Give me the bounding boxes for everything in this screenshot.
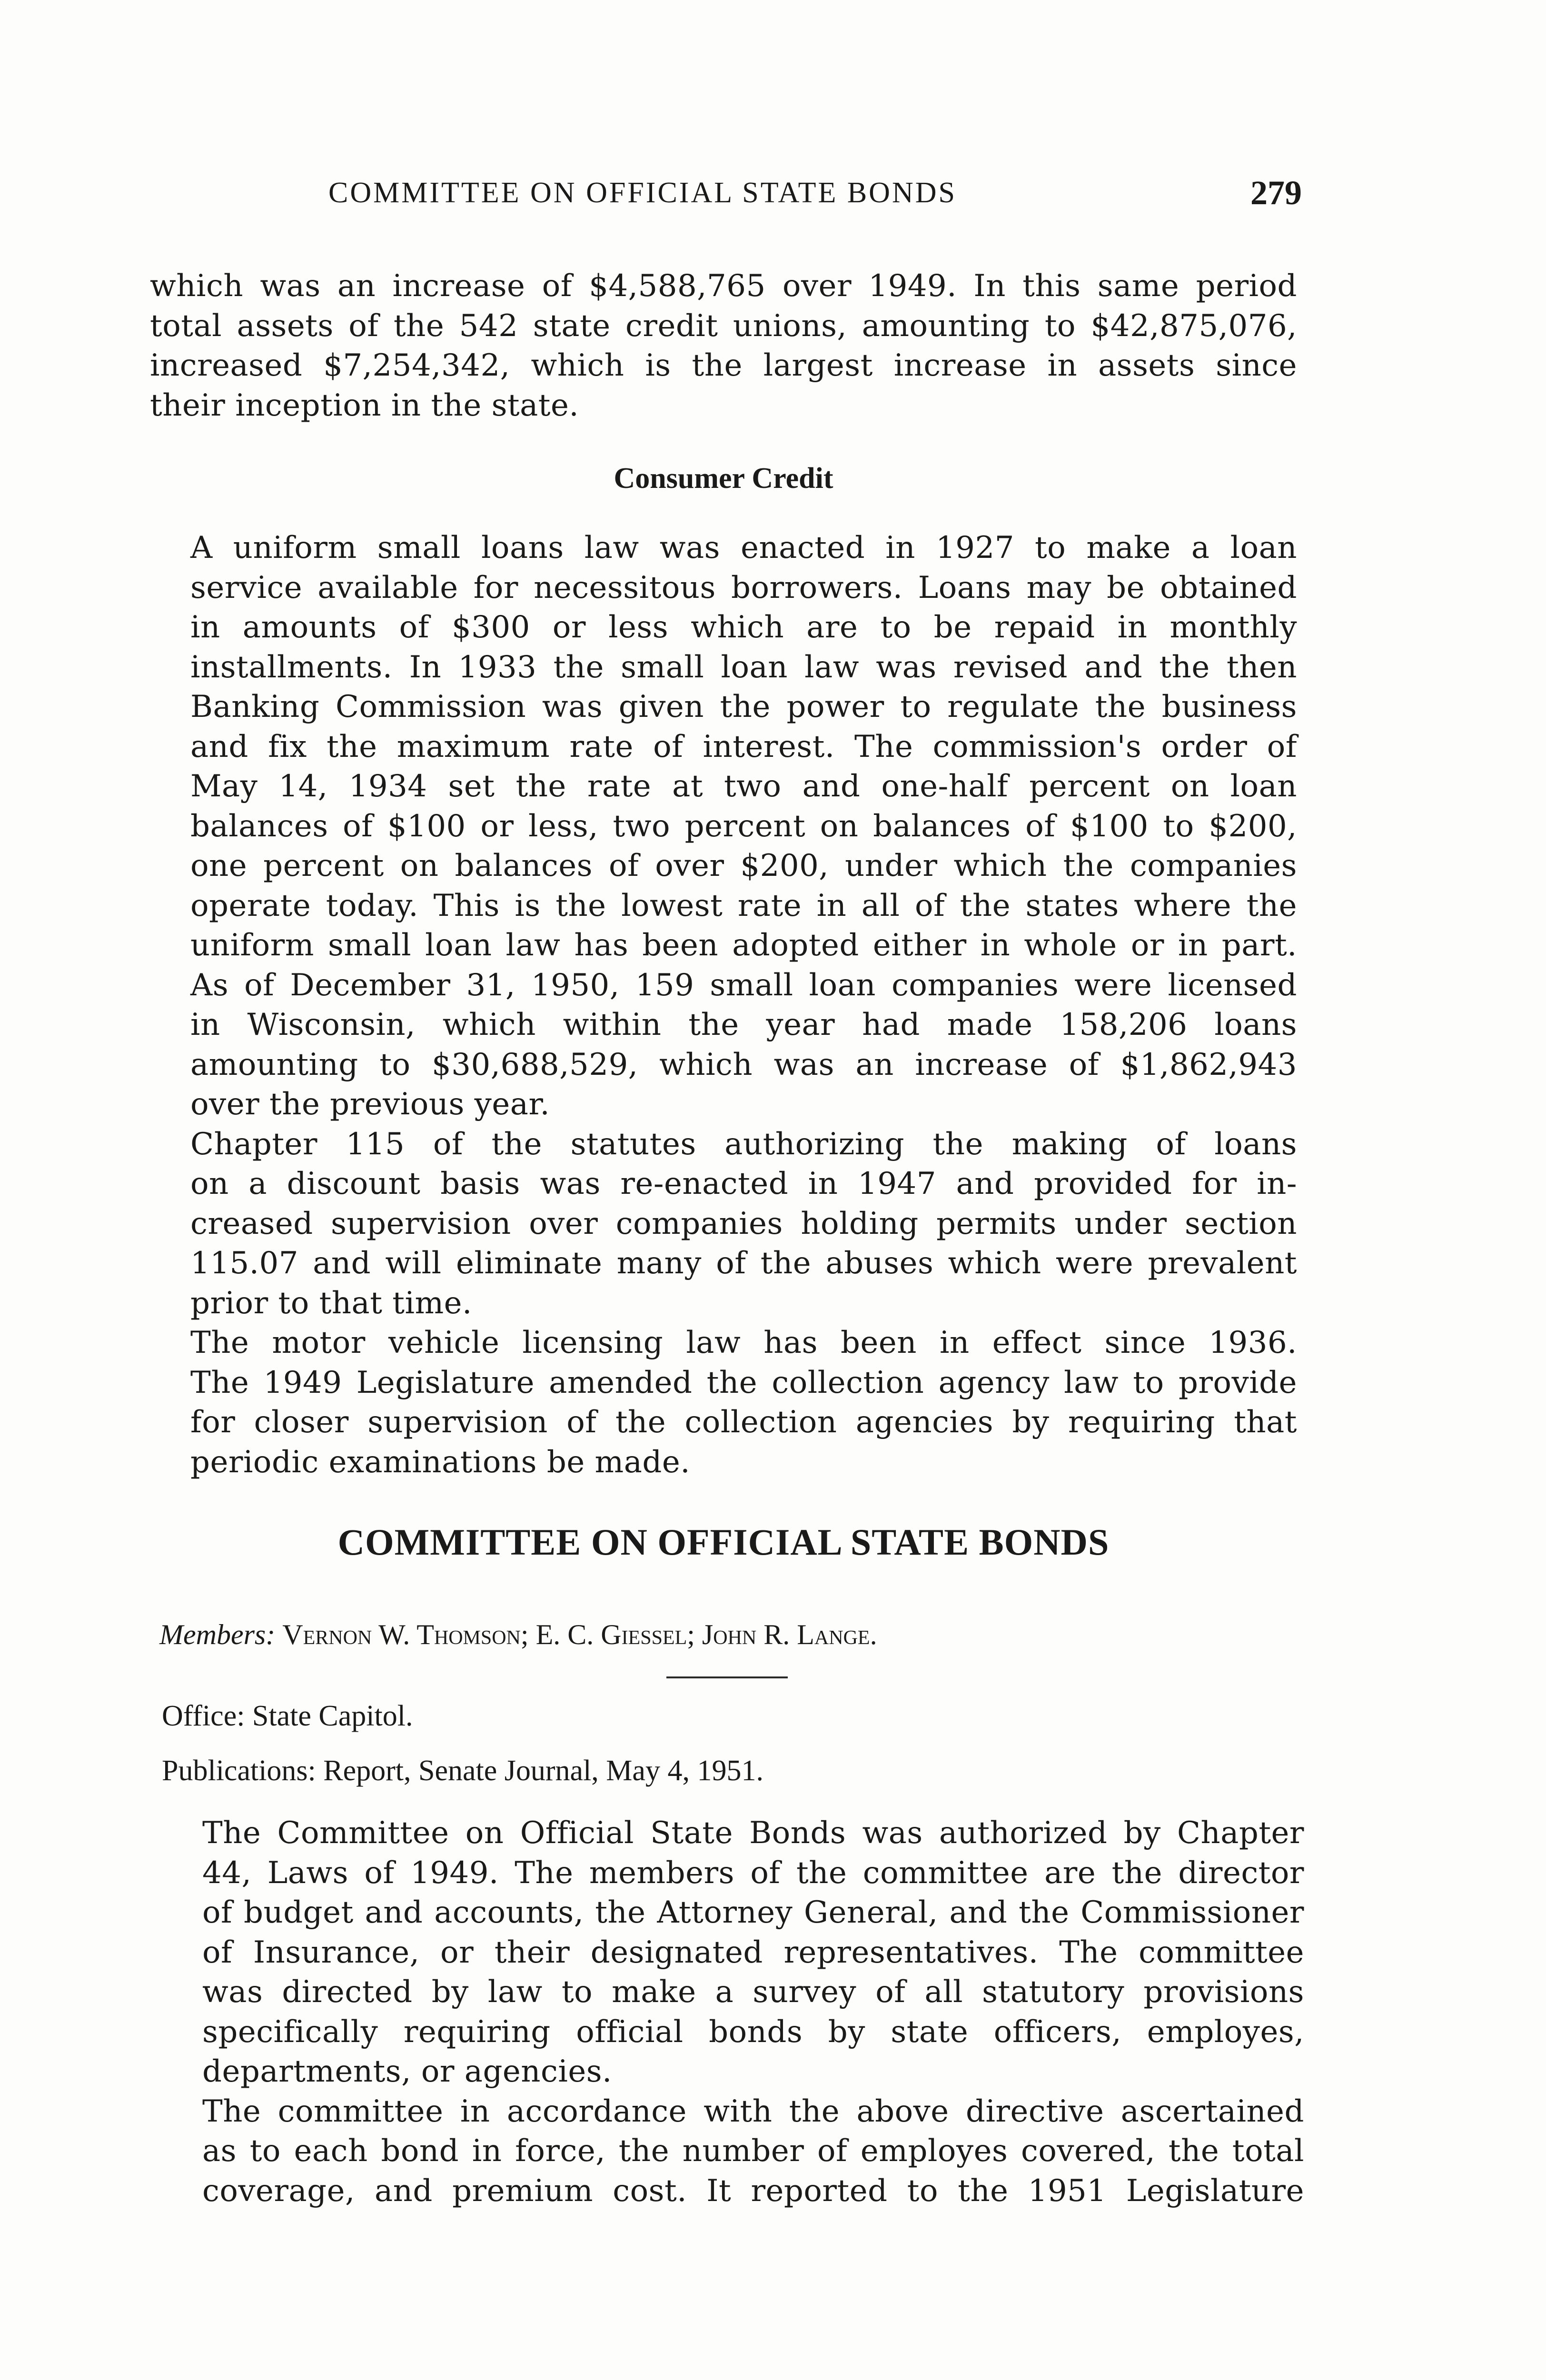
text-line: uniform small loan law has been adopted either in whole or in part.: [190, 928, 1297, 963]
text-line: A uniform small loans law was enacted in 1927 to make a loan: [190, 530, 1297, 565]
text-line: 115.07 and will eliminate many of the abuses which were prevalent: [190, 1246, 1297, 1281]
paragraph: [162, 1814, 1304, 2092]
text-line: total assets of the 542 state credit unions, amounting to $42,875,076,: [150, 308, 1297, 344]
text-line: The committee in accordance with the above directive ascertained: [202, 2093, 1304, 2129]
text-line: installments. In 1933 the small loan law was revised and the then: [190, 649, 1297, 685]
text-line: in amounts of $300 or less which are to be repaid in monthly: [190, 610, 1297, 645]
member-name: Vernon W. Thomson;: [282, 1619, 529, 1650]
text-line: was directed by law to make a survey of all statutory provisions: [202, 1974, 1304, 2010]
text-line: amounting to $30,688,529, which was an increase of $1,862,943: [190, 1047, 1297, 1082]
text-line: specifically requiring official bonds by state officers, employes,: [202, 2014, 1304, 2050]
paragraph: [150, 528, 1297, 1125]
text-line: The motor vehicle licensing law has been in effect since 1936.: [190, 1325, 1297, 1360]
text-line: for closer supervision of the collection agencies by requiring that: [190, 1405, 1297, 1440]
text-line: The Committee on Official State Bonds was authorized by Chapter: [202, 1815, 1304, 1851]
text-line: one percent on balances of over $200, under which the companies: [190, 848, 1297, 883]
paragraph: [150, 1323, 1297, 1482]
text-line: The 1949 Legislature amended the collection agency law to provide: [190, 1365, 1297, 1400]
text-line: balances of $100 or less, two percent on balances of $100 to $200,: [190, 808, 1297, 844]
text-line: 44, Laws of 1949. The members of the committee are the director: [202, 1855, 1304, 1891]
text-line: prior to that time.: [190, 1285, 472, 1321]
text-line: their inception in the state.: [150, 387, 579, 423]
page-number: 279: [1250, 174, 1302, 212]
text-line: Chapter 115 of the statutes authorizing the making of loans: [190, 1126, 1297, 1162]
text-line: over the previous year.: [190, 1087, 550, 1122]
text-line: Banking Commission was given the power to regulate the business: [190, 689, 1297, 724]
committee-body: [162, 1814, 1304, 2211]
members-line: [159, 1618, 877, 1651]
consumer-credit-body: [150, 528, 1297, 1482]
text-line: increased $7,254,342, which is the largest increase in assets since: [150, 348, 1297, 383]
intro-paragraph: [150, 267, 1297, 426]
members-label: Members:: [159, 1619, 276, 1650]
intro-paragraph-block: [150, 267, 1297, 426]
text-line: operate today. This is the lowest rate in all of the states where the: [190, 888, 1297, 923]
member-name: John R. Lange.: [702, 1619, 877, 1650]
text-line: periodic examinations be made.: [190, 1444, 691, 1480]
text-line: May 14, 1934 set the rate at two and one-half percent on loan: [190, 769, 1297, 804]
section-divider: [666, 1676, 788, 1678]
text-line: and fix the maximum rate of interest. The commission's order of: [190, 729, 1297, 764]
running-head: [328, 176, 1302, 214]
text-line: departments, or agencies.: [202, 2054, 612, 2089]
text-line: on a discount basis was re-enacted in 1947 and provided for in-: [190, 1166, 1297, 1201]
text-line: as to each bond in force, the number of employes covered, the total: [202, 2133, 1304, 2169]
paragraph: [150, 1125, 1297, 1324]
consumer-credit-heading: Consumer Credit: [614, 462, 833, 495]
paragraph: [162, 2092, 1304, 2211]
text-line: coverage, and premium cost. It reported to the 1951 Legislature: [202, 2173, 1304, 2209]
section-title: COMMITTEE ON OFFICIAL STATE BONDS: [337, 1521, 1110, 1563]
text-line: which was an increase of $4,588,765 over 1949. In this same period: [150, 268, 1297, 304]
member-name: E. C. Giessel;: [535, 1619, 695, 1650]
text-line: of budget and accounts, the Attorney General, and the Commissioner: [202, 1895, 1304, 1930]
text-line: service available for necessitous borrowers. Loans may be obtained: [190, 570, 1297, 605]
text-line: in Wisconsin, which within the year had made 158,206 loans: [190, 1007, 1297, 1042]
publications-line: Publications: Report, Senate Journal, May 4, 1951.: [162, 1755, 763, 1787]
office-line: Office: State Capitol.: [162, 1700, 413, 1732]
text-line: of Insurance, or their designated representatives. The committee: [202, 1934, 1304, 1970]
running-head-title: COMMITTEE ON OFFICIAL STATE BONDS: [328, 177, 957, 209]
text-line: creased supervision over companies holding permits under section: [190, 1206, 1297, 1241]
text-line: As of December 31, 1950, 159 small loan companies were licensed: [190, 967, 1297, 1003]
